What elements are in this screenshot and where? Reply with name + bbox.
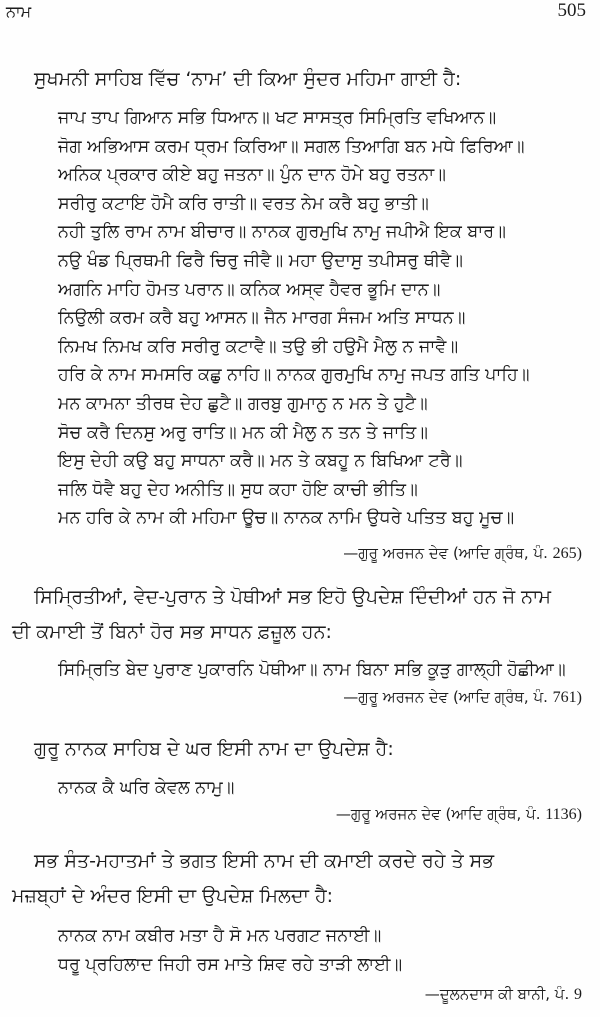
- verse-line: ਸੋਚ ਕਰੈ ਦਿਨਸੁ ਅਰੁ ਰਾਤਿ॥ ਮਨ ਕੀ ਮੈਲੁ ਨ ਤਨ ਤੇ ਜਾਤਿ॥: [58, 422, 428, 443]
- verse-line: ਜੋਗ ਅਭਿਆਸ ਕਰਮ ਧ੍ਰਮ ਕਿਰਿਆ॥ ਸਗਲ ਤਿਆਗਿ ਬਨ ਮਧੇ ਫਿਰਿਆ॥: [58, 136, 525, 157]
- page-number: 505: [557, 0, 586, 21]
- citation-author: —ਗੁਰੂ ਅਰਜਨ ਦੇਵ (ਆਦਿ ਗ੍ਰੰਥ, ਪੰ.: [335, 805, 541, 823]
- verse-line: ਨਹੀ ਤੁਲਿ ਰਾਮ ਨਾਮ ਬੀਚਾਰ॥ ਨਾਨਕ ਗੁਰਮੁਖਿ ਨਾਮੁ ਜਪੀਐ ਇਕ ਬਾਰ॥: [58, 222, 506, 243]
- verse-line: ਨਿਮਖ ਨਿਮਖ ਕਰਿ ਸਰੀਰੁ ਕਟਾਵੈ॥ ਤਉ ਭੀ ਹਉਮੈ ਮੈਲੁ ਨ ਜਾਵੈ॥: [58, 336, 459, 357]
- citation-author: —ਗੁਰੂ ਅਰਜਨ ਦੇਵ (ਆਦਿ ਗ੍ਰੰਥ, ਪੰ.: [343, 688, 548, 706]
- verse-line: ਨਿਉਲੀ ਕਰਮ ਕਰੈ ਬਹੁ ਆਸਨ॥ ਜੈਨ ਮਾਰਗ ਸੰਜਮ ਅਤਿ ਸਾਧਨ॥: [58, 308, 466, 329]
- section3-citation: [336, 805, 582, 824]
- verse-line: ਮਨ ਹਰਿ ਕੇ ਨਾਮ ਕੀ ਮਹਿਮਾ ਊਚ॥ ਨਾਨਕ ਨਾਮਿ ਉਧਰੇ ਪਤਿਤ ਬਹੁ ਮੂਚ॥: [58, 508, 515, 529]
- verse-line: ਅਨਿਕ ਪ੍ਰਕਾਰ ਕੀਏ ਬਹੁ ਜਤਨਾ॥ ਪੁੰਨ ਦਾਨ ਹੋਮੇ ਬਹੁ ਰਤਨਾ॥: [58, 165, 446, 186]
- verse-line: ਨਾਨਕ ਕੈ ਘਰਿ ਕੇਵਲ ਨਾਮੁ॥: [58, 778, 235, 798]
- section3-verse: [58, 774, 592, 803]
- verse-line: ਧਰੂ ਪ੍ਰਹਿਲਾਦ ਜਿਹੀ ਰਸ ਮਾਤੇ ਸ਼ਿਵ ਰਹੇ ਤਾੜੀ ਲਾਈ॥: [58, 954, 403, 975]
- section1-verse: [58, 104, 592, 533]
- section4-citation: [425, 985, 582, 1004]
- section4-verse: [58, 922, 592, 979]
- section2-verse: [58, 656, 592, 685]
- verse-line: ਮਨ ਕਾਮਨਾ ਤੀਰਥ ਦੇਹ ਛੁਟੈ॥ ਗਰਬੁ ਗੁਮਾਨੁ ਨ ਮਨ ਤੇ ਹੁਟੈ॥: [58, 393, 428, 414]
- section2-citation: [343, 688, 582, 707]
- citation-author: —ਦੂਲਨਦਾਸ ਕੀ ਬਾਨੀ, ਪੰ.: [424, 985, 570, 1003]
- verse-line: ਜਾਪ ਤਾਪ ਗਿਆਨ ਸਭਿ ਧਿਆਨ॥ ਖਟ ਸਾਸਤ੍ਰ ਸਿਮ੍ਰਿਤਿ ਵਖਿਆਨ॥: [58, 108, 497, 128]
- verse-line: ਸਿਮ੍ਰਿਤਿ ਬੇਦ ਪੁਰਾਣ ਪੁਕਾਰਨਿ ਪੋਥੀਆ॥ ਨਾਮ ਬਿਨਾ ਸਭਿ ਕੂੜੁ ਗਾਲ੍ਹੀ ਹੋਛੀਆ॥: [58, 660, 566, 680]
- section3-intro: ਗੁਰੂ ਨਾਨਕ ਸਾਹਿਬ ਦੇ ਘਰ ਇਸੀ ਨਾਮ ਦਾ ਉਪਦੇਸ਼ ਹੈ:: [34, 738, 394, 760]
- section4-intro-line2: ਮਜ਼ਬ੍ਹਾਂ ਦੇ ਅੰਦਰ ਇਸੀ ਦਾ ਉਪਦੇਸ਼ ਮਿਲਦਾ ਹੈ:: [12, 885, 334, 907]
- verse-line: ਹਰਿ ਕੇ ਨਾਮ ਸਮਸਰਿ ਕਛੁ ਨਾਹਿ॥ ਨਾਨਕ ਗੁਰਮੁਖਿ ਨਾਮੁ ਜਪਤ ਗਤਿ ਪਾਹਿ॥: [58, 365, 530, 386]
- section4-intro-line1: ਸਭ ਸੰਤ-ਮਹਾਤਮਾਂ ਤੇ ਭਗਤ ਇਸੀ ਨਾਮ ਦੀ ਕਮਾਈ ਕਰਦੇ ਰਹੇ ਤੇ ਸਭ: [34, 850, 494, 872]
- citation-page: 1136): [545, 806, 582, 823]
- verse-line: ਜਲਿ ਧੋਵੈ ਬਹੁ ਦੇਹ ਅਨੀਤਿ॥ ਸੁਧ ਕਹਾ ਹੋਇ ਕਾਚੀ ਭੀਤਿ॥: [58, 479, 418, 500]
- section2-intro-line1: ਸਿਮ੍ਰਿਤੀਆਂ, ਵੇਦ-ਪੁਰਾਨ ਤੇ ਪੋਥੀਆਂ ਸਭ ਇਹੋ ਉਪਦੇਸ਼ ਦਿੰਦੀਆਂ ਹਨ ਜੋ ਨਾਮ: [34, 586, 551, 608]
- verse-line: ਨਾਨਕ ਨਾਮ ਕਬੀਰ ਮਤਾ ਹੈ ਸੋ ਮਨ ਪਰਗਟ ਜਨਾਈ॥: [58, 926, 382, 946]
- verse-line: ਇਸੁ ਦੇਹੀ ਕਉ ਬਹੁ ਸਾਧਨਾ ਕਰੈ॥ ਮਨ ਤੇ ਕਬਹੂ ਨ ਬਿਖਿਆ ਟਰੈ॥: [58, 451, 463, 472]
- running-title: ਨਾਮ: [6, 2, 32, 21]
- verse-line: ਨਉ ਖੰਡ ਪ੍ਰਿਥਮੀ ਫਿਰੈ ਚਿਰੁ ਜੀਵੈ॥ ਮਹਾ ਉਦਾਸੁ ਤਪੀਸਰੁ ਥੀਵੈ॥: [58, 250, 463, 271]
- citation-page: 761): [552, 689, 582, 706]
- verse-line: ਅਗਨਿ ਮਾਹਿ ਹੋਮਤ ਪਰਾਨ॥ ਕਨਿਕ ਅਸ੍ਵ ਹੈਵਰ ਭੂਮਿ ਦਾਨ॥: [58, 279, 441, 300]
- citation-page: 9: [574, 986, 582, 1003]
- citation-author: —ਗੁਰੂ ਅਰਜਨ ਦੇਵ (ਆਦਿ ਗ੍ਰੰਥ, ਪੰ.: [343, 544, 548, 562]
- section1-intro: ਸੁਖਮਨੀ ਸਾਹਿਬ ਵਿੱਚ ‘ਨਾਮ’ ਦੀ ਕਿਆ ਸੁੰਦਰ ਮਹਿਮਾ ਗਾਈ ਹੈ:: [34, 68, 462, 90]
- section1-citation: [343, 544, 582, 563]
- section2-intro-line2: ਦੀ ਕਮਾਈ ਤੋਂ ਬਿਨਾਂ ਹੋਰ ਸਭ ਸਾਧਨ ਫ਼ਜ਼ੂਲ ਹਨ:: [12, 621, 332, 643]
- citation-page: 265): [552, 545, 582, 562]
- verse-line: ਸਰੀਰੁ ਕਟਾਇ ਹੋਮੈ ਕਰਿ ਰਾਤੀ॥ ਵਰਤ ਨੇਮ ਕਰੈ ਬਹੁ ਭਾਤੀ॥: [58, 193, 429, 214]
